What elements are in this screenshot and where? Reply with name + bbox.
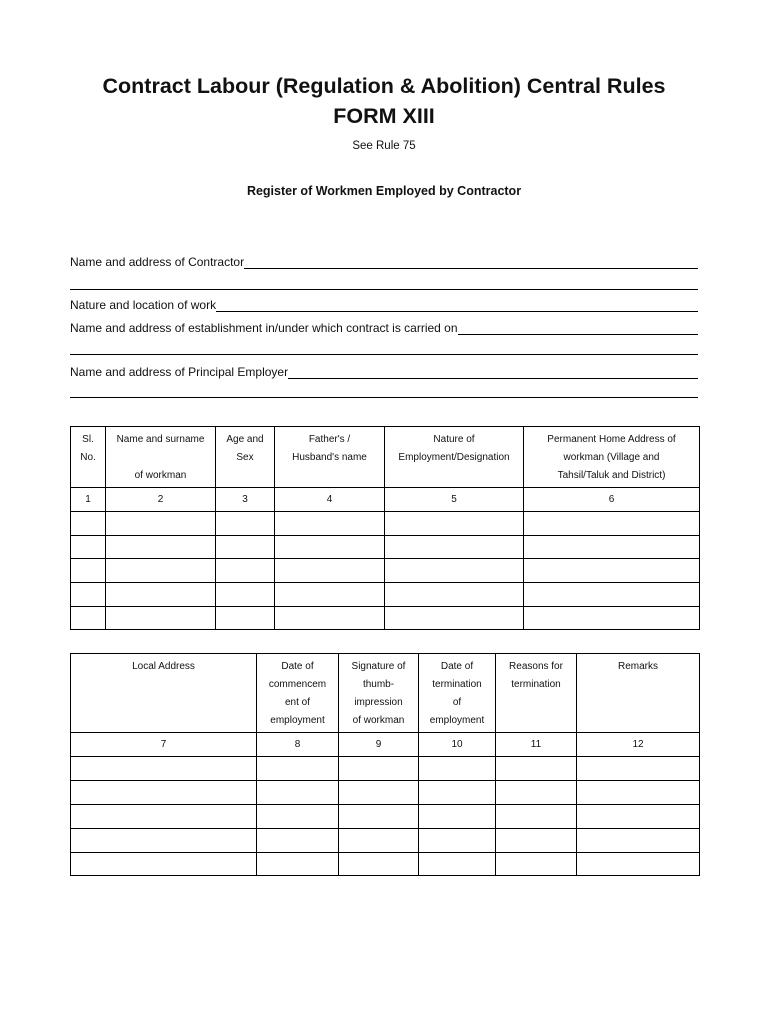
table-cell[interactable]	[275, 559, 385, 583]
table-cell[interactable]	[524, 583, 700, 607]
table-cell[interactable]	[106, 607, 216, 630]
table-cell[interactable]	[577, 757, 700, 781]
table-cell[interactable]	[216, 583, 275, 607]
workmen-table-1	[70, 426, 700, 630]
table-cell[interactable]	[385, 583, 524, 607]
table-cell[interactable]	[216, 607, 275, 630]
header-text: Reasons for termination	[509, 661, 563, 690]
col-header	[71, 427, 106, 488]
column-number: 7	[71, 733, 257, 757]
table-cell[interactable]	[496, 805, 577, 829]
table-cell[interactable]	[577, 805, 700, 829]
table-cell[interactable]	[524, 607, 700, 630]
column-number: 8	[257, 733, 339, 757]
title-line-2: FORM XIII	[333, 104, 435, 128]
header-text: Date of commencem ent of employment	[268, 661, 327, 726]
table-cell[interactable]	[577, 781, 700, 805]
table-cell[interactable]	[496, 757, 577, 781]
table-cell[interactable]	[524, 559, 700, 583]
table-cell[interactable]	[419, 781, 496, 805]
col-header	[275, 427, 385, 488]
table-cell[interactable]	[275, 512, 385, 536]
table-cell[interactable]	[71, 781, 257, 805]
column-number: 3	[216, 488, 275, 512]
table-cell[interactable]	[577, 829, 700, 853]
table-row	[71, 512, 700, 536]
table-cell[interactable]	[524, 536, 700, 559]
table-row	[71, 757, 700, 781]
header-text: Nature of Employment/Designation	[398, 434, 510, 463]
establishment-label: Name and address of establishment in/under which contract is carried on	[70, 321, 458, 335]
table-cell[interactable]	[275, 536, 385, 559]
table-cell[interactable]	[275, 607, 385, 630]
table-row	[71, 583, 700, 607]
table-cell[interactable]	[71, 805, 257, 829]
establishment-line[interactable]	[458, 322, 698, 335]
principal-label: Name and address of Principal Employer	[70, 365, 289, 379]
column-number: 6	[524, 488, 700, 512]
table-cell[interactable]	[524, 512, 700, 536]
col-header	[257, 654, 339, 733]
table-cell[interactable]	[71, 512, 106, 536]
col-header	[577, 654, 700, 733]
table-cell[interactable]	[106, 583, 216, 607]
work-label: Nature and location of work	[70, 298, 217, 312]
table-row	[71, 829, 700, 853]
table-row	[71, 853, 700, 876]
table-cell[interactable]	[216, 512, 275, 536]
header-text: Father's / Husband's name	[292, 434, 367, 463]
header-text: Name and surname of workman	[116, 434, 205, 481]
header-text: Signature of thumb- impression of workman	[351, 661, 406, 726]
table-cell[interactable]	[106, 536, 216, 559]
table-cell[interactable]	[339, 757, 419, 781]
header-text: Date of termination of employment	[429, 661, 485, 726]
rule-reference: See Rule 75	[352, 140, 416, 152]
table-cell[interactable]	[419, 829, 496, 853]
workmen-table-2	[70, 653, 700, 876]
contractor-line[interactable]	[244, 256, 698, 269]
table-cell[interactable]	[419, 757, 496, 781]
table-cell[interactable]	[339, 781, 419, 805]
column-number: 9	[339, 733, 419, 757]
establishment-line-2[interactable]	[70, 354, 698, 355]
table-cell[interactable]	[577, 853, 700, 876]
column-number-row	[71, 733, 700, 757]
form-title	[0, 71, 768, 131]
register-title: Register of Workmen Employed by Contractor	[246, 184, 522, 198]
table-cell[interactable]	[496, 853, 577, 876]
header-text: Remarks	[617, 661, 658, 672]
table-row	[71, 536, 700, 559]
table-cell[interactable]	[385, 536, 524, 559]
principal-line[interactable]	[288, 366, 698, 379]
table-cell[interactable]	[339, 805, 419, 829]
header-text: Age and Sex	[226, 434, 264, 463]
col-header	[419, 654, 496, 733]
table-cell[interactable]	[385, 607, 524, 630]
table-cell[interactable]	[216, 559, 275, 583]
table-header-row	[71, 654, 700, 733]
table-cell[interactable]	[71, 583, 106, 607]
column-number: 12	[577, 733, 700, 757]
table-row	[71, 781, 700, 805]
column-number: 2	[106, 488, 216, 512]
table-cell[interactable]	[419, 805, 496, 829]
table-cell[interactable]	[71, 536, 106, 559]
table-cell[interactable]	[71, 853, 257, 876]
col-header	[216, 427, 275, 488]
table-cell[interactable]	[257, 805, 339, 829]
col-header	[71, 654, 257, 733]
table-cell[interactable]	[106, 512, 216, 536]
col-header	[496, 654, 577, 733]
table-cell[interactable]	[419, 853, 496, 876]
col-header	[385, 427, 524, 488]
contractor-label: Name and address of Contractor	[70, 255, 245, 269]
work-line[interactable]	[216, 299, 698, 312]
table-row	[71, 607, 700, 630]
contractor-field[interactable]	[70, 255, 698, 269]
contractor-line-2[interactable]	[70, 289, 698, 290]
header-text: Permanent Home Address of workman (Village and Tahsil/Taluk and District)	[547, 434, 676, 481]
header-text: Local Address	[132, 661, 195, 672]
table-cell[interactable]	[71, 559, 106, 583]
table-row	[71, 805, 700, 829]
table-cell[interactable]	[106, 559, 216, 583]
title-line-1: Contract Labour (Regulation & Abolition) Central Rules	[102, 74, 666, 98]
column-number: 5	[385, 488, 524, 512]
table-cell[interactable]	[275, 583, 385, 607]
principal-field[interactable]	[70, 365, 698, 379]
principal-line-2[interactable]	[70, 397, 698, 398]
table-cell[interactable]	[339, 853, 419, 876]
header-text: Sl. No.	[80, 434, 96, 463]
table-cell[interactable]	[71, 829, 257, 853]
table-cell[interactable]	[385, 512, 524, 536]
table-cell[interactable]	[257, 757, 339, 781]
column-number: 1	[71, 488, 106, 512]
table-cell[interactable]	[339, 829, 419, 853]
column-number: 10	[419, 733, 496, 757]
work-field[interactable]	[70, 298, 698, 312]
column-number-row	[71, 488, 700, 512]
table-cell[interactable]	[496, 781, 577, 805]
column-number: 11	[496, 733, 577, 757]
table-cell[interactable]	[257, 853, 339, 876]
table-cell[interactable]	[385, 559, 524, 583]
table-cell[interactable]	[496, 829, 577, 853]
table-cell[interactable]	[257, 781, 339, 805]
table-cell[interactable]	[71, 757, 257, 781]
col-header	[524, 427, 700, 488]
table-cell[interactable]	[216, 536, 275, 559]
table-cell[interactable]	[257, 829, 339, 853]
column-number: 4	[275, 488, 385, 512]
table-row	[71, 559, 700, 583]
col-header	[106, 427, 216, 488]
table-cell[interactable]	[71, 607, 106, 630]
table-header-row	[71, 427, 700, 488]
establishment-field[interactable]	[70, 321, 698, 335]
col-header	[339, 654, 419, 733]
